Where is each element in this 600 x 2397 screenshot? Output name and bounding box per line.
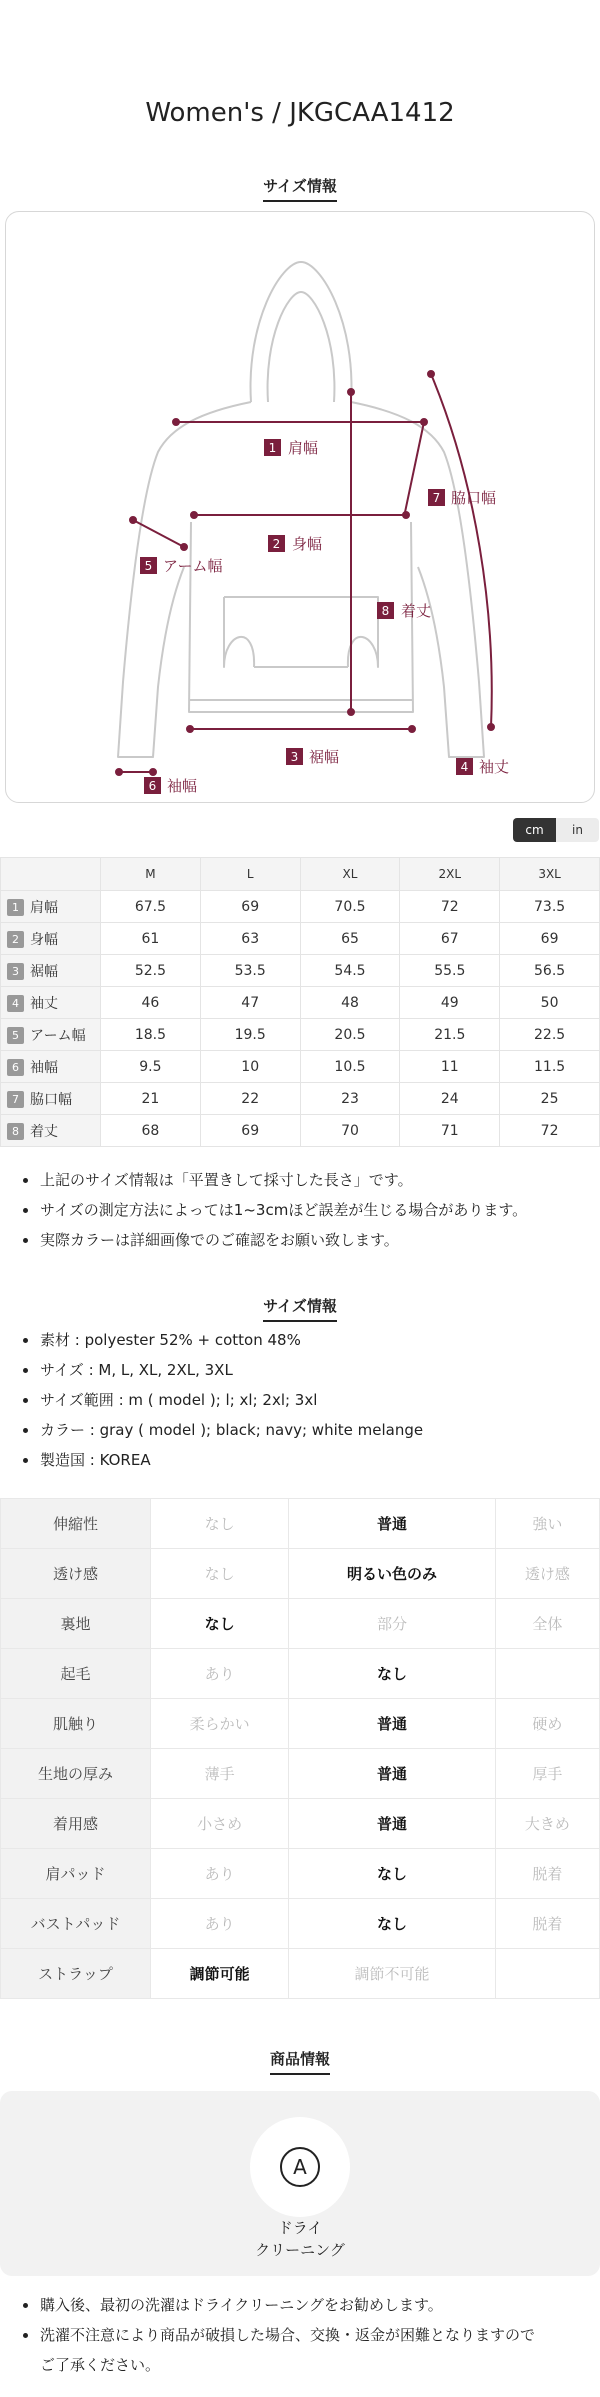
size-cell: 70 (300, 1115, 400, 1147)
measure-label: 着丈 (30, 1123, 58, 1140)
feel-option: なし (289, 1899, 495, 1949)
size-cell: 25 (500, 1083, 600, 1115)
size-cell: 9.5 (101, 1051, 201, 1083)
measure-label: 裾幅 (30, 963, 58, 980)
diagram-label-1 (264, 439, 318, 457)
feel-option: なし (151, 1499, 289, 1549)
measure-number-badge: 8 (7, 1123, 24, 1140)
size-table (0, 857, 600, 1147)
size-col-header: M (101, 858, 201, 891)
size-cell: 52.5 (101, 955, 201, 987)
size-cell: 10.5 (300, 1051, 400, 1083)
diagram-label-3 (286, 748, 339, 766)
list-item: 製造国 : KOREA (0, 1445, 600, 1475)
feel-option: 小さめ (151, 1799, 289, 1849)
feel-option: 調節可能 (151, 1949, 289, 1999)
table-row (1, 1083, 600, 1115)
measure-label: 袖幅 (30, 1059, 58, 1076)
size-cell: 50 (500, 987, 600, 1019)
feel-option: あり (151, 1649, 289, 1699)
feel-option (495, 1949, 599, 1999)
diagram-label-5 (140, 557, 223, 575)
size-row-label (1, 891, 101, 923)
feel-option: なし (289, 1849, 495, 1899)
table-row (1, 955, 600, 987)
table-row (1, 1019, 600, 1051)
svg-text:5: 5 (144, 559, 153, 573)
size-cell: 47 (200, 987, 300, 1019)
size-cell: 73.5 (500, 891, 600, 923)
table-row (1, 1899, 600, 1949)
feel-row-label: ストラップ (1, 1949, 151, 1999)
measure-label: アーム幅 (30, 1027, 86, 1044)
size-cell: 53.5 (200, 955, 300, 987)
diagram-label-2 (268, 535, 322, 553)
svg-text:肩幅: 肩幅 (288, 439, 319, 457)
size-cell: 70.5 (300, 891, 400, 923)
size-cell: 63 (200, 923, 300, 955)
measure-sleeve-arm (133, 520, 184, 547)
diagram-label-8 (377, 602, 431, 620)
measure-number-badge: 7 (7, 1091, 24, 1108)
table-row (1, 923, 600, 955)
svg-text:6: 6 (148, 779, 157, 793)
care-card (0, 2091, 600, 2276)
product-info-list (0, 1325, 600, 1475)
svg-text:4: 4 (460, 760, 469, 774)
size-cell: 71 (400, 1115, 500, 1147)
list-item: 実際カラーは詳細画像でのご確認をお願い致します。 (0, 1225, 600, 1255)
size-row-label (1, 1083, 101, 1115)
feel-row-label: 生地の厚み (1, 1749, 151, 1799)
feel-option: なし (151, 1599, 289, 1649)
size-cell: 67 (400, 923, 500, 955)
size-cell: 46 (101, 987, 201, 1019)
size-table-header (1, 858, 600, 891)
measure-sleeve-length (431, 374, 492, 727)
feel-option: あり (151, 1899, 289, 1949)
feel-option: 薄手 (151, 1749, 289, 1799)
size-cell: 22.5 (500, 1019, 600, 1051)
list-item: 洗濯不注意により商品が破損した場合、交換・返金が困難となりますので (0, 2320, 600, 2350)
feel-option: 全体 (495, 1599, 599, 1649)
feel-option: 脱着 (495, 1849, 599, 1899)
size-cell: 22 (200, 1083, 300, 1115)
svg-text:1: 1 (268, 441, 277, 455)
table-row (1, 1749, 600, 1799)
feel-option (495, 1649, 599, 1699)
measure-label: 脇口幅 (30, 1091, 72, 1108)
measure-number-badge: 6 (7, 1059, 24, 1076)
list-item: カラー : gray ( model ); black; navy; white melange (0, 1415, 600, 1445)
feel-option: 普通 (289, 1799, 495, 1849)
table-row (1, 1799, 600, 1849)
dry-clean-icon: A (280, 2147, 320, 2187)
measure-number-badge: 4 (7, 995, 24, 1012)
care-label-line1: ドライ (277, 2219, 323, 2237)
size-cell: 72 (500, 1115, 600, 1147)
feel-option: 調節不可能 (289, 1949, 495, 1999)
feel-option: 脱着 (495, 1899, 599, 1949)
size-cell: 18.5 (101, 1019, 201, 1051)
size-cell: 20.5 (300, 1019, 400, 1051)
table-row (1, 1599, 600, 1649)
size-cell: 21.5 (400, 1019, 500, 1051)
size-cell: 11.5 (500, 1051, 600, 1083)
svg-text:身幅: 身幅 (292, 535, 323, 553)
diagram-label-6 (144, 777, 197, 795)
feel-option: 硬め (495, 1699, 599, 1749)
table-row (1, 987, 600, 1019)
measure-armhole (404, 422, 424, 517)
size-cell: 65 (300, 923, 400, 955)
size-cell: 49 (400, 987, 500, 1019)
feel-row-label: 裏地 (1, 1599, 151, 1649)
size-cell: 21 (101, 1083, 201, 1115)
feel-option: 普通 (289, 1749, 495, 1799)
size-cell: 24 (400, 1083, 500, 1115)
care-label-line2: クリーニング (255, 2241, 345, 2259)
size-col-header: L (200, 858, 300, 891)
measure-number-badge: 1 (7, 899, 24, 916)
hoodie-inner-hood (268, 292, 335, 402)
size-cell: 23 (300, 1083, 400, 1115)
list-item: 素材 : polyester 52% + cotton 48% (0, 1325, 600, 1355)
size-table-corner (1, 858, 101, 891)
svg-text:2: 2 (272, 537, 281, 551)
size-cell: 69 (200, 891, 300, 923)
diagram-label-7 (428, 489, 496, 507)
size-row-label (1, 1115, 101, 1147)
size-cell: 69 (500, 923, 600, 955)
table-row (1, 1549, 600, 1599)
size-row-label (1, 955, 101, 987)
unit-cm-button[interactable]: cm (513, 818, 556, 842)
size-cell: 11 (400, 1051, 500, 1083)
feel-option: 柔らかい (151, 1699, 289, 1749)
feel-row-label: 着用感 (1, 1799, 151, 1849)
size-cell: 10 (200, 1051, 300, 1083)
size-cell: 55.5 (400, 955, 500, 987)
size-cell: 19.5 (200, 1019, 300, 1051)
unit-in-button[interactable]: in (556, 818, 599, 842)
hoodie-pocket (224, 597, 378, 667)
list-item: サイズの測定方法によっては1~3cmほど誤差が生じる場合があります。 (0, 1195, 600, 1225)
svg-text:袖丈: 袖丈 (479, 758, 510, 776)
table-row (1, 1115, 600, 1147)
size-col-header: 3XL (500, 858, 600, 891)
size-cell: 68 (101, 1115, 201, 1147)
svg-text:8: 8 (381, 604, 390, 618)
table-row (1, 1051, 600, 1083)
table-row (1, 1699, 600, 1749)
feel-option: なし (289, 1649, 495, 1699)
size-row-label (1, 923, 101, 955)
feel-option: 大きめ (495, 1799, 599, 1849)
size-cell: 69 (200, 1115, 300, 1147)
svg-text:裾幅: 裾幅 (309, 748, 340, 766)
table-row (1, 1649, 600, 1699)
feel-option: あり (151, 1849, 289, 1899)
table-row (1, 1499, 600, 1549)
unit-toggle (513, 818, 599, 842)
feel-option: 厚手 (495, 1749, 599, 1799)
care-label (0, 2217, 600, 2261)
size-row-label (1, 1051, 101, 1083)
feel-row-label: 伸縮性 (1, 1499, 151, 1549)
svg-text:7: 7 (432, 491, 441, 505)
hoodie-body-left (118, 402, 251, 757)
care-symbol-badge (250, 2117, 350, 2217)
measure-label: 袖丈 (30, 995, 58, 1012)
list-item: 上記のサイズ情報は「平置きして採寸した長さ」です。 (0, 1165, 600, 1195)
measure-number-badge: 5 (7, 1027, 24, 1044)
size-row-label (1, 987, 101, 1019)
product-section-heading: 商品情報 (0, 2048, 600, 2075)
list-item: 購入後、最初の洗濯はドライクリーニングをお勧めします。 (0, 2290, 600, 2320)
size-row-label (1, 1019, 101, 1051)
svg-text:3: 3 (290, 750, 299, 764)
feel-option: なし (151, 1549, 289, 1599)
feel-option: 普通 (289, 1499, 495, 1549)
measure-number-badge: 3 (7, 963, 24, 980)
svg-text:脇口幅: 脇口幅 (451, 489, 497, 507)
size-cell: 67.5 (101, 891, 201, 923)
size-section-heading: サイズ情報 (0, 175, 600, 202)
product-notes-list (0, 2290, 600, 2380)
measure-label: 身幅 (30, 931, 58, 948)
svg-text:着丈: 着丈 (401, 602, 432, 620)
info-section-heading: サイズ情報 (0, 1295, 600, 1322)
svg-text:袖幅: 袖幅 (167, 777, 198, 795)
list-item: サイズ範囲 : m ( model ); l; xl; 2xl; 3xl (0, 1385, 600, 1415)
size-notes-list (0, 1165, 600, 1255)
svg-text:アーム幅: アーム幅 (163, 557, 223, 575)
measure-number-badge: 2 (7, 931, 24, 948)
hoodie-size-diagram (5, 211, 595, 803)
size-cell: 48 (300, 987, 400, 1019)
feel-option: 強い (495, 1499, 599, 1549)
feel-row-label: バストパッド (1, 1899, 151, 1949)
feel-option: 普通 (289, 1699, 495, 1749)
page-title: Women's / JKGCAA1412 (145, 98, 455, 128)
hoodie-illustration (6, 212, 596, 804)
table-row (1, 1949, 600, 1999)
feel-option: 透け感 (495, 1549, 599, 1599)
size-cell: 61 (101, 923, 201, 955)
feel-option: 明るい色のみ (289, 1549, 495, 1599)
feel-row-label: 起毛 (1, 1649, 151, 1699)
size-col-header: 2XL (400, 858, 500, 891)
hoodie-outer-hood (251, 262, 352, 402)
fabric-feel-table (0, 1498, 600, 1999)
table-row (1, 1849, 600, 1899)
feel-row-label: 肌触り (1, 1699, 151, 1749)
size-cell: 72 (400, 891, 500, 923)
list-item-continuation: ご了承ください。 (40, 2356, 161, 2374)
table-row (1, 891, 600, 923)
measure-label: 肩幅 (30, 899, 58, 916)
diagram-label-4 (456, 758, 509, 776)
size-cell: 56.5 (500, 955, 600, 987)
feel-option: 部分 (289, 1599, 495, 1649)
list-item: サイズ : M, L, XL, 2XL, 3XL (0, 1355, 600, 1385)
size-col-header: XL (300, 858, 400, 891)
size-cell: 54.5 (300, 955, 400, 987)
feel-row-label: 透け感 (1, 1549, 151, 1599)
feel-row-label: 肩パッド (1, 1849, 151, 1899)
